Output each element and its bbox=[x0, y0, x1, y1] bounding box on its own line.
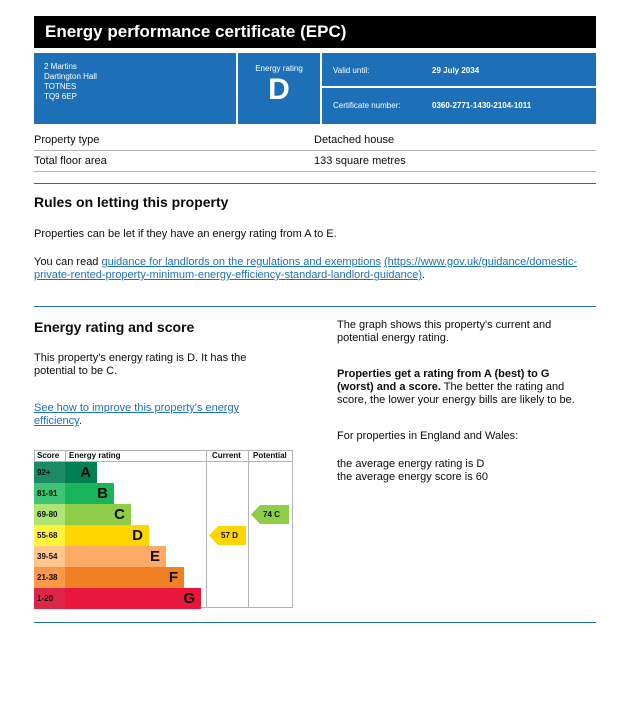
band-letter: E bbox=[149, 548, 160, 565]
improve-suffix: . bbox=[78, 415, 82, 427]
guidance-prefix: You can read bbox=[34, 256, 102, 268]
rating-explanation-rest: The better the rating and score, the lower your energy bills are likely to be. bbox=[337, 381, 575, 406]
rating-band-g bbox=[34, 588, 206, 609]
rating-band-b bbox=[34, 483, 206, 504]
floor-area-value: 133 square metres bbox=[314, 155, 406, 167]
average-score: the average energy score is 60 bbox=[337, 471, 489, 483]
band-letter: B bbox=[97, 485, 108, 502]
valid-until-row bbox=[322, 53, 596, 88]
england-wales-label: For properties in England and Wales: bbox=[337, 430, 519, 442]
guidance-suffix: . bbox=[422, 269, 426, 281]
address-line: TOTNES bbox=[44, 82, 77, 91]
improve-efficiency-link[interactable]: See how to improve this property's energy efficiency bbox=[34, 402, 240, 427]
band-bar bbox=[65, 462, 97, 483]
address-line: Dartington Hall bbox=[44, 72, 97, 81]
potential-rating-arrow-label: 74 C bbox=[263, 510, 280, 519]
graph-explanation: The graph shows this property's current and potential energy rating. bbox=[337, 319, 552, 344]
section-divider bbox=[34, 306, 596, 307]
section-divider bbox=[34, 183, 596, 184]
guidance-link[interactable]: guidance for landlords on the regulations and exemptions bbox=[101, 256, 381, 268]
energy-rating-box bbox=[238, 53, 320, 124]
band-letter: F bbox=[168, 569, 178, 586]
rating-band-e bbox=[34, 546, 206, 567]
section-divider bbox=[34, 622, 596, 623]
band-score-range: 81-91 bbox=[34, 483, 65, 504]
guidance-url-cont[interactable]: private-rented-property-minimum-energy-efficiency-standard-landlord-guidance) bbox=[34, 269, 423, 281]
rating-band-d bbox=[34, 525, 206, 546]
certificate-number-value: 0360-2771-1430-2104-1011 bbox=[432, 101, 532, 110]
band-letter: D bbox=[132, 527, 143, 544]
energy-rating-label: Energy rating bbox=[255, 64, 303, 73]
letting-guidance-paragraph bbox=[34, 256, 596, 282]
rating-band-c bbox=[34, 504, 206, 525]
chart-divider bbox=[248, 450, 249, 608]
band-bar bbox=[65, 567, 184, 588]
guidance-url[interactable]: (https://www.gov.uk/guidance/domestic- bbox=[384, 256, 578, 268]
property-type-value: Detached house bbox=[314, 134, 395, 146]
certificate-number-row bbox=[322, 88, 596, 123]
current-rating-arrow bbox=[209, 526, 246, 545]
rating-band-a bbox=[34, 462, 206, 483]
band-score-range: 39-54 bbox=[34, 546, 65, 567]
band-letter: C bbox=[114, 506, 125, 523]
certificate-meta bbox=[322, 53, 596, 124]
band-bar bbox=[65, 483, 114, 504]
band-letter: G bbox=[183, 590, 195, 607]
band-score-range: 69-80 bbox=[34, 504, 65, 525]
band-score-range: 1-20 bbox=[34, 588, 65, 609]
rating-column-header: Energy rating bbox=[69, 451, 121, 460]
energy-rating-chart bbox=[34, 450, 293, 608]
page-title: Energy performance certificate (EPC) bbox=[34, 16, 596, 48]
score-heading: Energy rating and score bbox=[34, 319, 195, 335]
valid-until-label: Valid until: bbox=[333, 66, 370, 75]
band-bar bbox=[65, 504, 131, 525]
band-score-range: 21-38 bbox=[34, 567, 65, 588]
band-bar bbox=[65, 546, 166, 567]
letting-heading: Rules on letting this property bbox=[34, 194, 229, 210]
valid-until-value: 29 July 2034 bbox=[432, 66, 480, 75]
score-column-header: Score bbox=[37, 451, 60, 460]
floor-area-row bbox=[34, 151, 596, 172]
score-paragraph: This property's energy rating is D. It has the potential to be C. bbox=[34, 352, 247, 377]
improve-paragraph bbox=[34, 402, 266, 428]
rating-band-f bbox=[34, 567, 206, 588]
address-line: 2 Martins bbox=[44, 62, 77, 71]
address-block bbox=[34, 53, 236, 124]
floor-area-label: Total floor area bbox=[34, 155, 107, 167]
band-bar bbox=[65, 525, 149, 546]
band-letter: A bbox=[80, 464, 91, 481]
current-column-header: Current bbox=[212, 451, 241, 460]
potential-column-header: Potential bbox=[253, 451, 287, 460]
property-type-label: Property type bbox=[34, 134, 100, 146]
band-bar bbox=[65, 588, 201, 609]
letting-paragraph: Properties can be let if they have an energy rating from A to E. bbox=[34, 228, 337, 240]
rating-explanation bbox=[337, 368, 587, 407]
potential-rating-arrow bbox=[251, 505, 289, 524]
current-rating-arrow-label: 57 D bbox=[221, 531, 238, 540]
property-type-row bbox=[34, 130, 596, 151]
chart-divider bbox=[206, 450, 207, 608]
energy-rating-letter: D bbox=[268, 73, 290, 106]
certificate-number-label: Certificate number: bbox=[333, 101, 401, 110]
average-rating: the average energy rating is D bbox=[337, 458, 485, 470]
rating-explanation-bold: Properties get a rating from A (best) to G (worst) and a score. bbox=[337, 368, 550, 393]
band-score-range: 92+ bbox=[34, 462, 65, 483]
band-score-range: 55-68 bbox=[34, 525, 65, 546]
address-line: TQ9 6EP bbox=[44, 92, 77, 101]
